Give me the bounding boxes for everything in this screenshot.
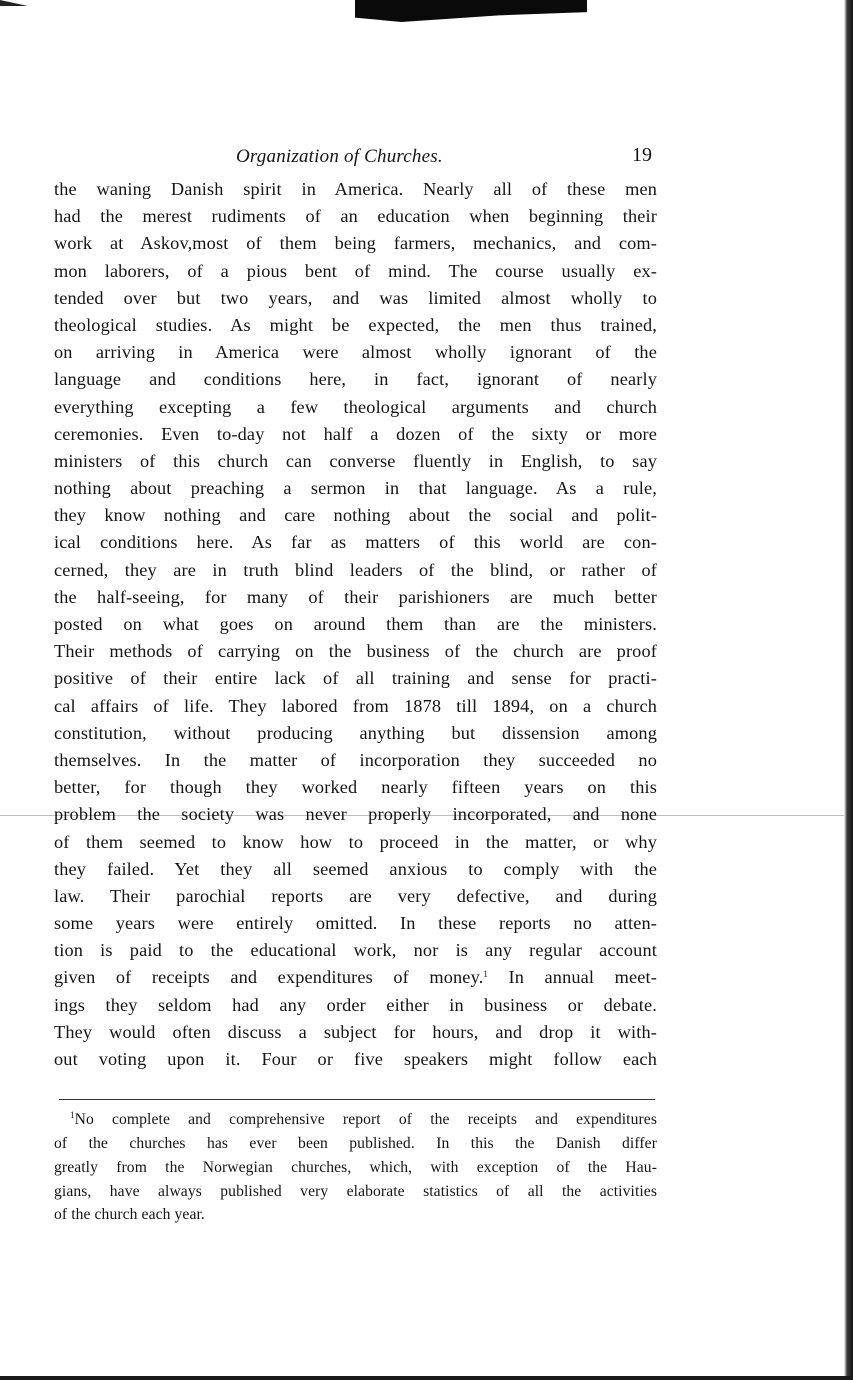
text-line: They would often discuss a subject for hours, and drop it with-: [54, 1021, 657, 1042]
footnote-marker: 1: [70, 1110, 75, 1121]
footnote-line: gians, have always published very elaborate statistics of all the activities: [54, 1182, 657, 1200]
text-line: language and conditions here, in fact, ignorant of nearly: [54, 369, 657, 390]
footnote-rule: [59, 1099, 655, 1100]
scan-artifact-bottom-edge: [0, 1376, 853, 1380]
text-line: some years were entirely omitted. In these reports no atten-: [54, 913, 657, 934]
text-line: theological studies. As might be expected, the men thus trained,: [54, 314, 657, 335]
running-head: [54, 140, 657, 176]
text-line-part: In annual meet-: [488, 967, 657, 988]
text-line: better, for though they worked nearly fifteen years on this: [54, 777, 657, 798]
text-line: ministers of this church can converse fluently in English, to say: [54, 450, 657, 471]
text-line-part: given of receipts and expenditures of money.: [54, 967, 484, 988]
text-line: the waning Danish spirit in America. Nearly all of these men: [54, 179, 657, 199]
text-line-with-footnote-ref: [54, 964, 657, 991]
body-text: [54, 176, 657, 1073]
text-line: law. Their parochial reports are very defective, and during: [54, 885, 657, 906]
scan-artifact-top-bar: [355, 0, 587, 22]
text-line: cal affairs of life. They labored from 1878 till 1894, on a church: [54, 695, 657, 716]
text-line: on arriving in America were almost wholly ignorant of the: [54, 342, 657, 363]
text-line: constitution, without producing anything but dissension among: [54, 722, 657, 743]
text-line: cerned, they are in truth blind leaders of the blind, or rather of: [54, 559, 657, 580]
footnote-line: of the church each year.: [54, 1206, 205, 1224]
book-page: [54, 140, 657, 1227]
text-line: problem the society was never properly incorporated, and none: [54, 804, 657, 825]
footnote-line: greatly from the Norwegian churches, which, with exception of the Hau-: [54, 1158, 657, 1176]
text-line: themselves. In the matter of incorporation they succeeded no: [54, 749, 657, 770]
text-line: work at Askov,most of them being farmers, mechanics, and com-: [54, 233, 657, 254]
text-line: they failed. Yet they all seemed anxious to comply with the: [54, 858, 657, 879]
running-title: Organization of Churches.: [236, 146, 443, 167]
text-line: tion is paid to the educational work, nor is any regular account: [54, 940, 657, 961]
scan-artifact-right-edge: [844, 0, 853, 1380]
footnote-ref: 1: [483, 969, 489, 980]
text-line: nothing about preaching a sermon in that language. As a rule,: [54, 478, 657, 499]
text-line: of them seemed to know how to proceed in the matter, or why: [54, 831, 657, 852]
footnote-line: of the churches has ever been published. In this the Danish differ: [54, 1134, 657, 1152]
text-line: the half-seeing, for many of their parishioners are much better: [54, 586, 657, 607]
text-line: positive of their entire lack of all training and sense for practi-: [54, 668, 657, 689]
footnote-text: No complete and comprehensive report of the receipts and expenditures: [74, 1111, 657, 1129]
page-number: 19: [632, 144, 652, 166]
text-line: posted on what goes on around them than are the ministers.: [54, 614, 657, 634]
text-line: Their methods of carrying on the business of the church are proof: [54, 641, 657, 662]
text-line: they know nothing and care nothing about the social and polit-: [54, 505, 657, 526]
footnotes: [54, 1108, 657, 1227]
text-line: had the merest rudiments of an education when beginning their: [54, 206, 657, 227]
text-line: ical conditions here. As far as matters of this world are con-: [54, 532, 657, 553]
text-line: out voting upon it. Four or five speakers might follow each: [54, 1049, 657, 1069]
text-line: everything excepting a few theological arguments and church: [54, 396, 657, 417]
text-line: ceremonies. Even to-day not half a dozen of the sixty or more: [54, 423, 657, 444]
scan-artifact-corner: [0, 0, 28, 6]
text-line: mon laborers, of a pious bent of mind. The course usually ex-: [54, 260, 657, 281]
footnote-line: [54, 1108, 657, 1132]
text-line: ings they seldom had any order either in business or debate.: [54, 994, 657, 1015]
text-line: tended over but two years, and was limited almost wholly to: [54, 287, 657, 308]
